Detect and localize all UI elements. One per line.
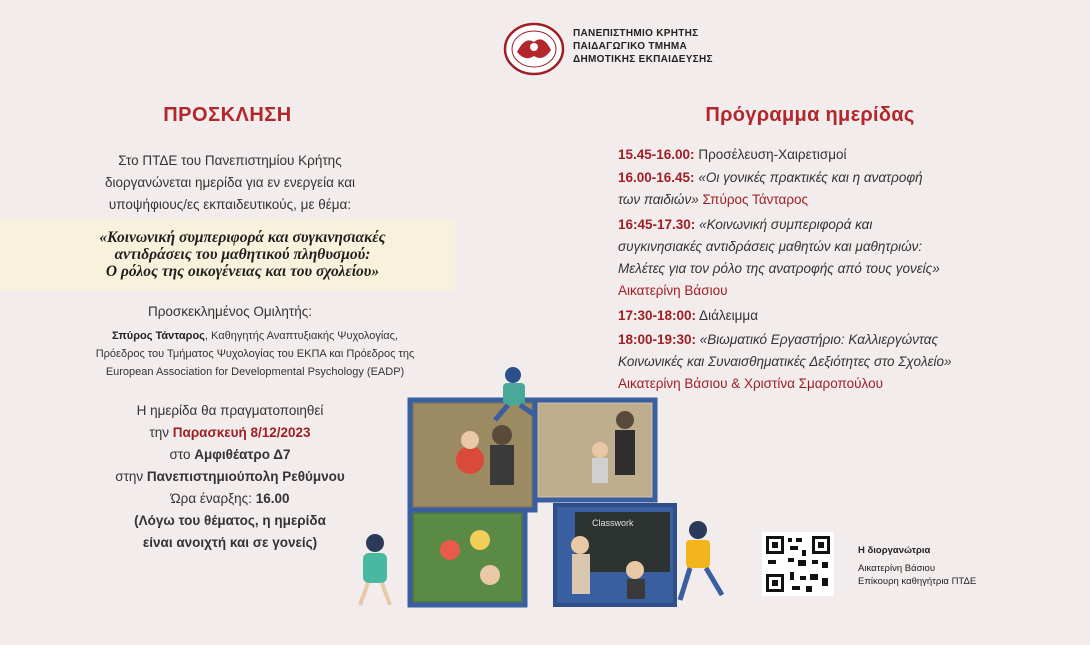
speaker-role: Πρόεδρος του Τμήματος Ψυχολογίας του ΕΚΠΑ και Πρόεδρος της [95,348,415,360]
theme-line: αντιδράσεις του μαθητικού πληθυσμού: [114,246,371,263]
event-campus: Πανεπιστημιούπολη Ρεθύμνου [146,469,345,484]
program-time: 15.45-16.00: [618,147,695,162]
puzzle-family-illustration-icon [330,360,740,640]
program-text: «Βιωματικό Εργαστήριο: Καλλιεργώντας [696,332,939,347]
event-note: (Λόγω του θέματος, η ημερίδα [134,513,326,528]
speaker-title: , Καθηγητής Αναπτυξιακής Ψυχολογίας, [204,330,399,342]
event-room: Αμφιθέατρο Δ7 [194,447,291,462]
event-date: Παρασκευή 8/12/2023 [172,425,311,440]
intro-line: Στο ΠΤΔΕ του Πανεπιστημίου Κρήτης [118,153,342,168]
program-text: Διάλειμμα [696,308,759,323]
board-text: Classwork [592,518,634,528]
event-theme [30,229,455,280]
room-prefix: στο [169,447,195,462]
program-time: 18:00-19:30: [618,332,697,347]
program-text: Κοινωνικές και Συναισθηματικές Δεξιότητες στο Σχολείο» [618,354,952,369]
program-text: «Κοινωνική συμπεριφορά και [695,217,873,232]
campus-prefix: στην [115,469,147,484]
speaker-name: Σπύρος Τάνταρος [111,330,205,342]
organizer-name: Αικατερίνη Βάσιου [858,563,936,574]
program-speaker: Σπύρος Τάνταρος [698,192,809,207]
intro-line: διοργανώνεται ημερίδα για εν ενεργεία και [104,175,356,190]
program-item [618,214,1058,302]
program-time: 16.00-16.45: [618,170,695,185]
invitation-title: ΠΡΟΣΚΛΗΣΗ [163,104,292,126]
university-seal-icon [503,22,565,76]
program-text: συγκινησιακές αντιδράσεις μαθητών και μαθητριών: [618,239,923,254]
invitation-intro [60,150,400,216]
program-item [618,305,1058,327]
department-name: ΠΑΙΔΑΓΩΓΙΚΟ ΤΜΗΜΑ [573,41,688,52]
event-note: είναι ανοιχτή και σε γονείς) [142,535,318,550]
qr-code-icon [762,532,834,596]
organizer-heading: Η διοργανώτρια [858,545,931,556]
speaker-association: European Association for Developmental Psychology (EADP) [105,366,405,378]
university-name: ΠΑΝΕΠΙΣΤΗΜΙΟ ΚΡΗΤΗΣ [573,28,699,39]
program-text: των παιδιών» [618,192,699,207]
program-text: «Οι γονικές πρακτικές και η ανατροφή [694,170,923,185]
program-time: 17:30-18:00: [618,308,697,323]
program-item [618,144,1058,166]
theme-line: «Κοινωνική συμπεριφορά και συγκινησιακές [99,229,386,246]
event-time: 16.00 [255,491,290,506]
program-text: Μελέτες για τον ρόλο της ανατροφής από τους γονείς» [618,261,940,276]
intro-line: υποψήφιους/ες εκπαιδευτικούς, με θέμα: [108,197,352,212]
theme-line: Ο ρόλος της οικογένειας και του σχολείου» [105,263,380,280]
program-item [618,167,1058,211]
division-name: ΔΗΜΟΤΙΚΗΣ ΕΚΠΑΙΔΕΥΣΗΣ [573,54,713,65]
time-prefix: Ώρα έναρξης: [170,491,256,506]
organizer-role: Επίκουρη καθηγήτρια ΠΤΔΕ [858,576,977,587]
date-prefix: την [149,425,173,440]
event-intro: Η ημερίδα θα πραγματοποιηθεί [136,403,324,418]
program-title: Πρόγραμμα ημερίδας [705,104,915,126]
program-speaker: Αικατερίνη Βάσιου & Χριστίνα Σμαροπούλου [618,376,883,391]
speaker-heading: Προσκεκλημένος Ομιλητής: [148,304,312,319]
program-time: 16:45-17.30: [618,217,696,232]
program-speaker: Αικατερίνη Βάσιου [618,283,728,298]
program-text: Προσέλευση-Χαιρετισμοί [694,147,847,162]
